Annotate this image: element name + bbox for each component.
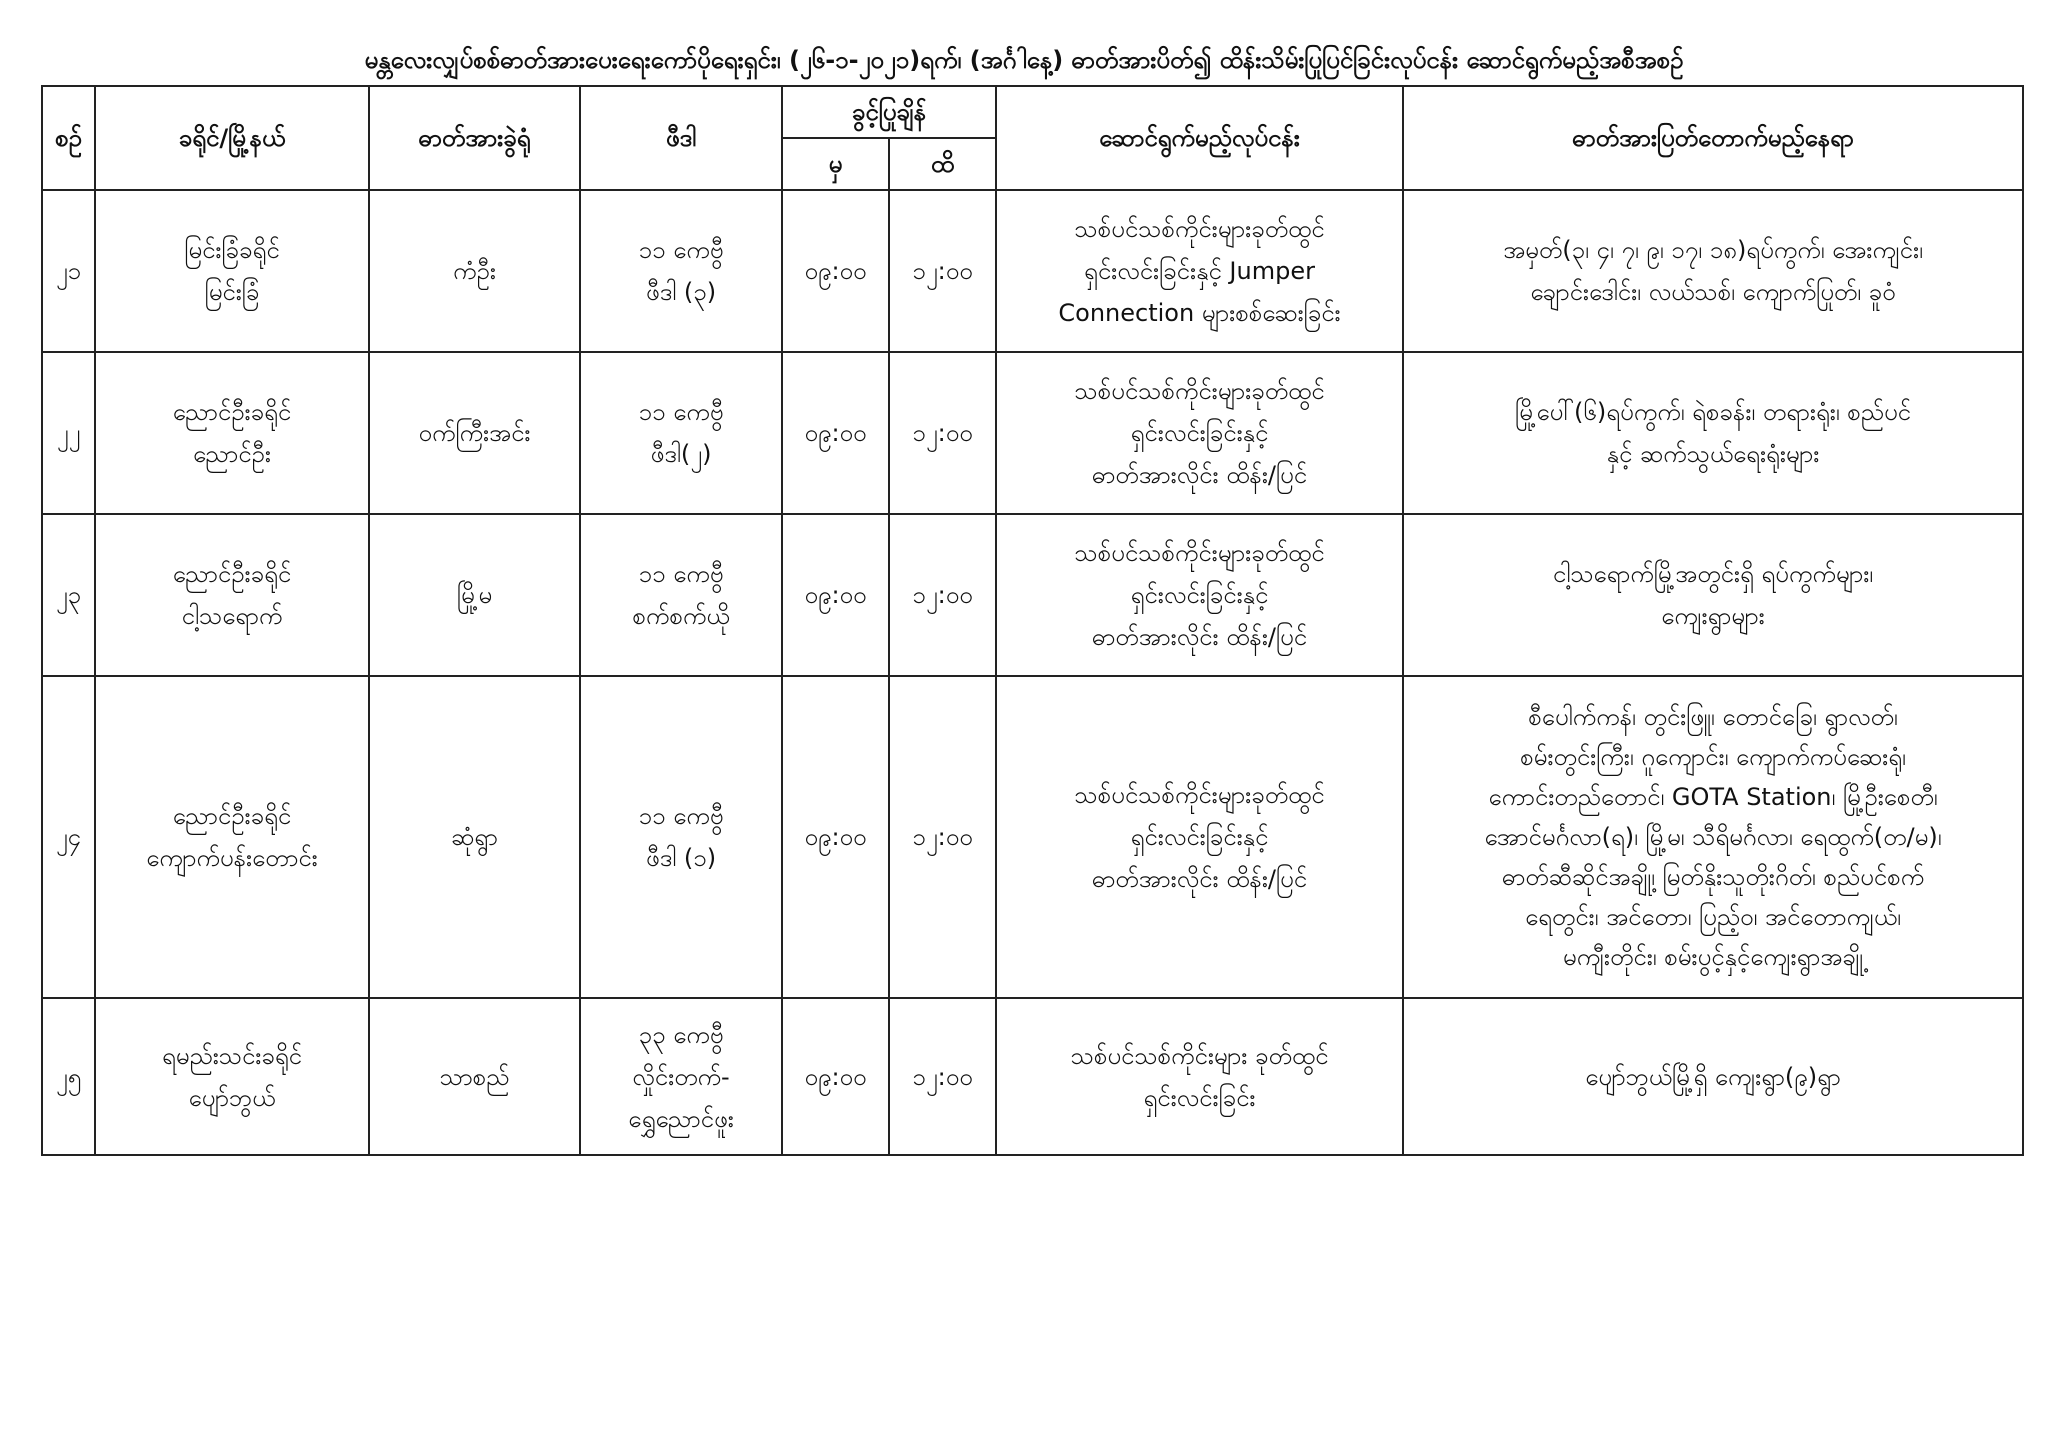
cell-feeder-line: ၁၁ ကေဗွီ	[638, 802, 724, 830]
cell-district-line: ပျော်ဘွယ်	[188, 1083, 276, 1112]
cell-no: ၂၂	[42, 352, 95, 514]
cell-feeder	[580, 190, 782, 352]
header-feeder: ဖီဒါ	[580, 86, 782, 190]
cell-feeder-line: ၁၁ ကေဗွီ	[638, 398, 724, 426]
cell-areas-line: မြို့ပေါ်(၆)ရပ်ကွက်၊ ရဲစခန်း၊ တရားရုံး၊ စည်ပင်	[1515, 398, 1911, 426]
cell-substation: သာစည်	[369, 998, 580, 1155]
cell-work-line: သစ်ပင်သစ်ကိုင်းများခုတ်ထွင်	[1074, 781, 1325, 809]
cell-district-line: ရမည်းသင်းခရိုင်	[162, 1041, 302, 1070]
cell-feeder-line: ၁၁ ကေဗွီ	[638, 236, 724, 264]
cell-areas-line: မကျီးတိုင်း၊ စမ်းပွင့်နှင့်ကျေးရွာအချို့	[1562, 943, 1864, 971]
cell-feeder-line: ဖီဒါ (၁)	[645, 844, 717, 872]
cell-from: ၀၉:၀၀	[782, 514, 889, 676]
cell-areas-line: ငါ့သရောက်မြို့အတွင်းရှိ ရပ်ကွက်များ၊	[1552, 560, 1874, 588]
cell-areas	[1403, 352, 2023, 514]
cell-feeder	[580, 998, 782, 1155]
cell-district-line: ညောင်ဦးခရိုင်	[172, 802, 292, 830]
cell-areas	[1403, 514, 2023, 676]
cell-areas-line: အောင်မင်္ဂလာ(ရ)၊ မြို့မ၊ သီရိမင်္ဂလာ၊ ရေထွက်(တ/မ)၊	[1484, 823, 1942, 851]
header-substation: ဓာတ်အားခွဲရုံ	[369, 86, 580, 190]
cell-work-line: ရှင်းလင်းခြင်း	[1143, 1083, 1256, 1112]
cell-district	[95, 676, 369, 998]
cell-from: ၀၉:၀၀	[782, 352, 889, 514]
cell-feeder-line: လှိုင်းတက်-	[632, 1062, 730, 1091]
header-from: မှ	[782, 138, 889, 190]
cell-areas-line: ကျေးရွာများ	[1661, 602, 1765, 630]
cell-no: ၂၅	[42, 998, 95, 1155]
cell-work-line: ရှင်းလင်းခြင်းနှင့် Jumper	[1084, 257, 1315, 285]
cell-to: ၁၂:၀၀	[889, 352, 996, 514]
cell-district-line: မြင်းခြံ	[204, 278, 260, 306]
cell-district	[95, 190, 369, 352]
cell-feeder-line: ဖီဒါ(၂)	[650, 440, 712, 468]
cell-work-line: ရှင်းလင်းခြင်းနှင့်	[1130, 823, 1269, 851]
cell-areas-line: စမ်းတွင်းကြီး၊ ဂူကျောင်း၊ ကျောက်ကပ်ဆေးရုံ၊	[1520, 743, 1906, 771]
cell-feeder	[580, 514, 782, 676]
cell-work	[996, 190, 1403, 352]
header-no: စဉ်	[42, 86, 95, 190]
schedule-table	[41, 85, 2024, 1156]
cell-district	[95, 352, 369, 514]
cell-areas	[1403, 190, 2023, 352]
cell-feeder-line: ၁၁ ကေဗွီ	[638, 560, 724, 588]
cell-to: ၁၂:၀၀	[889, 676, 996, 998]
header-to: ထိ	[889, 138, 996, 190]
cell-district-line: ညောင်ဦး	[193, 440, 271, 468]
cell-feeder-line: ဖီဒါ (၃)	[645, 278, 717, 306]
cell-to: ၁၂:၀၀	[889, 998, 996, 1155]
cell-district-line: မြင်းခြံခရိုင်	[184, 236, 280, 264]
cell-substation: ကံဦး	[369, 190, 580, 352]
cell-work	[996, 514, 1403, 676]
table-row	[42, 190, 2023, 352]
cell-district	[95, 998, 369, 1155]
cell-no: ၂၃	[42, 514, 95, 676]
table-row	[42, 998, 2023, 1155]
cell-areas-line: ပျော်ဘွယ်မြို့ရှိ ကျေးရွာ(၉)ရွာ	[1585, 1062, 1841, 1091]
cell-areas-line: စီပေါက်ကန်၊ တွင်းဖြူ၊ တောင်ခြေ၊ ရွာလတ်၊	[1528, 703, 1898, 731]
header-areas: ဓာတ်အားပြတ်တောက်မည့်နေရာ	[1403, 86, 2023, 190]
cell-district-line: ငါ့သရောက်	[181, 602, 283, 630]
cell-from: ၀၉:၀၀	[782, 190, 889, 352]
cell-areas	[1403, 676, 2023, 998]
page-title: မန္တလေးလျှပ်စစ်ဓာတ်အားပေးရေးကော်ပိုရေးရှင်း၊ (၂၆-၁-၂၀၂၁)ရက်၊ (အင်္ဂါနေ့) ဓာတ်အားပိတ်၍ ထိန်းသိမ်းပြုပြင်ခြင်းလုပ်ငန်း ဆောင်ရွက်မည့်အစီအစဉ်	[364, 46, 1684, 74]
cell-substation: မြို့မ	[369, 514, 580, 676]
header-work: ဆောင်ရွက်မည့်လုပ်ငန်း	[996, 86, 1403, 190]
cell-district	[95, 514, 369, 676]
table-body	[42, 190, 2023, 1155]
table-row	[42, 514, 2023, 676]
cell-feeder-line: ၃၃ ကေဗွီ	[638, 1020, 724, 1049]
cell-work	[996, 676, 1403, 998]
cell-work-line: သစ်ပင်သစ်ကိုင်းများခုတ်ထွင်	[1074, 539, 1325, 567]
cell-areas	[1403, 998, 2023, 1155]
cell-no: ၂၄	[42, 676, 95, 998]
cell-to: ၁၂:၀၀	[889, 190, 996, 352]
cell-work-line: သစ်ပင်သစ်ကိုင်းများခုတ်ထွင်	[1074, 377, 1325, 405]
cell-areas-line: ရေတွင်း၊ အင်တော၊ ပြည့်ဝ၊ အင်တောကျယ်၊	[1525, 903, 1901, 931]
cell-areas-line: နှင့် ဆက်သွယ်ရေးရုံးများ	[1606, 440, 1820, 468]
cell-areas-line: အမှတ်(၃၊ ၄၊ ၇၊ ၉၊ ၁၇၊ ၁၈)ရပ်ကွက်၊ အေးကျင်း၊	[1503, 236, 1923, 264]
cell-feeder	[580, 352, 782, 514]
cell-areas-line: ကောင်းတည်တောင်၊ GOTA Station၊ မြို့ဦးစေတီ၊	[1488, 783, 1938, 811]
header-permit-time: ခွင့်ပြုချိန်	[782, 86, 996, 138]
cell-areas-line: ဓာတ်ဆီဆိုင်အချို့၊ မြတ်နိုးသူတိုးဂိတ်၊ စည်ပင်စက်	[1501, 863, 1925, 891]
header-district: ခရိုင်/မြို့နယ်	[95, 86, 369, 190]
cell-work	[996, 352, 1403, 514]
cell-work-line: သစ်ပင်သစ်ကိုင်းများခုတ်ထွင်	[1074, 215, 1325, 243]
cell-district-line: ကျောက်ပန်းတောင်း	[146, 844, 318, 872]
cell-district-line: ညောင်ဦးခရိုင်	[172, 398, 292, 426]
cell-substation: ဝက်ကြီးအင်း	[369, 352, 580, 514]
cell-district-line: ညောင်ဦးခရိုင်	[172, 560, 292, 588]
cell-feeder	[580, 676, 782, 998]
cell-work-line: ဓာတ်အားလိုင်း ထိန်း/ပြင်	[1091, 461, 1308, 489]
cell-no: ၂၁	[42, 190, 95, 352]
cell-work-line: ဓာတ်အားလိုင်း ထိန်း/ပြင်	[1091, 623, 1308, 651]
cell-feeder-line: ရွှေညောင်ဖူး	[628, 1104, 734, 1133]
cell-substation: ဆုံရွာ	[369, 676, 580, 998]
cell-work-line: ရှင်းလင်းခြင်းနှင့်	[1130, 419, 1269, 447]
cell-from: ၀၉:၀၀	[782, 998, 889, 1155]
cell-to: ၁၂:၀၀	[889, 514, 996, 676]
cell-feeder-line: စက်စက်ယို	[632, 602, 730, 630]
cell-work-line: Connection များစစ်ဆေးခြင်း	[1058, 299, 1341, 327]
cell-work-line: ရှင်းလင်းခြင်းနှင့်	[1130, 581, 1269, 609]
cell-work-line: သစ်ပင်သစ်ကိုင်းများ ခုတ်ထွင်	[1070, 1041, 1329, 1070]
cell-from: ၀၉:၀၀	[782, 676, 889, 998]
table-row	[42, 352, 2023, 514]
cell-work	[996, 998, 1403, 1155]
cell-areas-line: ချောင်းဒေါင်း၊ လယ်သစ်၊ ကျောက်ပြုတ်၊ ခူဝံ	[1530, 278, 1896, 306]
cell-work-line: ဓာတ်အားလိုင်း ထိန်း/ပြင်	[1091, 865, 1308, 893]
table-row	[42, 676, 2023, 998]
